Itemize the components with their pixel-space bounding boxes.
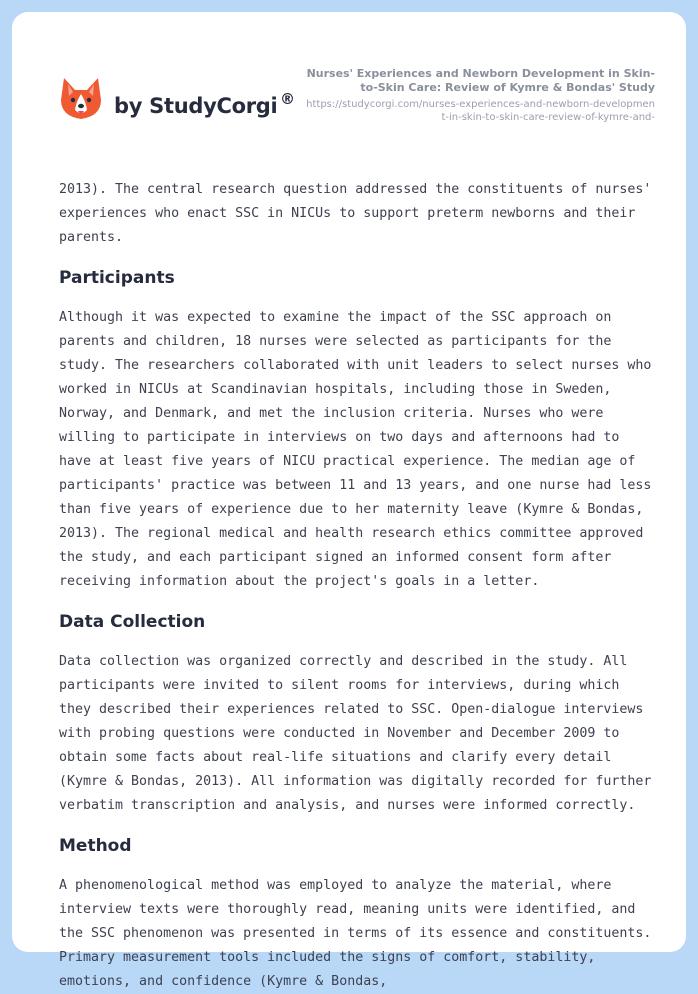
document-page — [12, 12, 686, 989]
document-url[interactable]: https://studycorgi.com/nurses-experiences-and-newborn-development-in-skin-to-skin-care-review-of-kymre-and- — [306, 99, 655, 123]
section-heading-participants: Participants — [59, 268, 175, 288]
section-heading-data-collection: Data Collection — [59, 612, 206, 632]
registered-mark: ® — [280, 90, 295, 108]
section-text-data-collection: Data collection was organized correctly and described in the study. All participants were invited to silent rooms for interviews, during which they described their experiences related to SSC. Open-dialogue interviews with probing questions were conducted in November and December 2009 to obtain some facts about real-life situations and clarify every detail (Kymre & Bondas, 2013). All information was digitally recorded for further verbatim transcription and analysis, and nurses were informed correctly. — [59, 654, 652, 813]
document-meta — [305, 67, 655, 124]
section-heading-method: Method — [59, 836, 132, 856]
brand-name: by StudyCorgi — [114, 94, 278, 118]
corgi-logo-icon — [60, 76, 102, 122]
section-text-method: A phenomenological method was employed to analyze the material, where interview texts were thoroughly read, meaning units were identified, and the SSC phenomenon was presented in terms of its essence and constituents. Primary measurement tools included the signs of comfort, stability, emotions, and confidence (Kymre & Bondas, — [59, 878, 652, 989]
section-text-participants: Although it was expected to examine the impact of the SSC approach on parents and children, 18 nurses were selected as participants for the study. The researchers collaborated with unit leaders to select nurses who worked in NICUs at Scandinavian hospitals, including those in Sweden, Norway, and Denmark, and met the inclusion criteria. Nurses who were willing to participate in interviews on two days and afternoons had to have at least five years of NICU practical experience. The median age of participants' practice was between 11 and 13 years, and one nurse had less than five years of experience due to her maternity leave (Kymre & Bondas, 2013). The regional medical and health research ethics committee approved the study, and each participant signed an informed consent form after receiving information about the project's goals in a letter. — [59, 310, 652, 589]
document-title: Nurses' Experiences and Newborn Development in Skin-to-Skin Care: Review of Kymre & Bondas' Study — [306, 67, 655, 94]
article-body — [59, 178, 655, 994]
page-header — [12, 12, 686, 152]
studycorgi-logo[interactable] — [60, 76, 310, 132]
intro-paragraph: 2013). The central research question addressed the constituents of nurses' experiences who enact SSC in NICUs to support preterm newborns and their parents. — [59, 182, 652, 245]
